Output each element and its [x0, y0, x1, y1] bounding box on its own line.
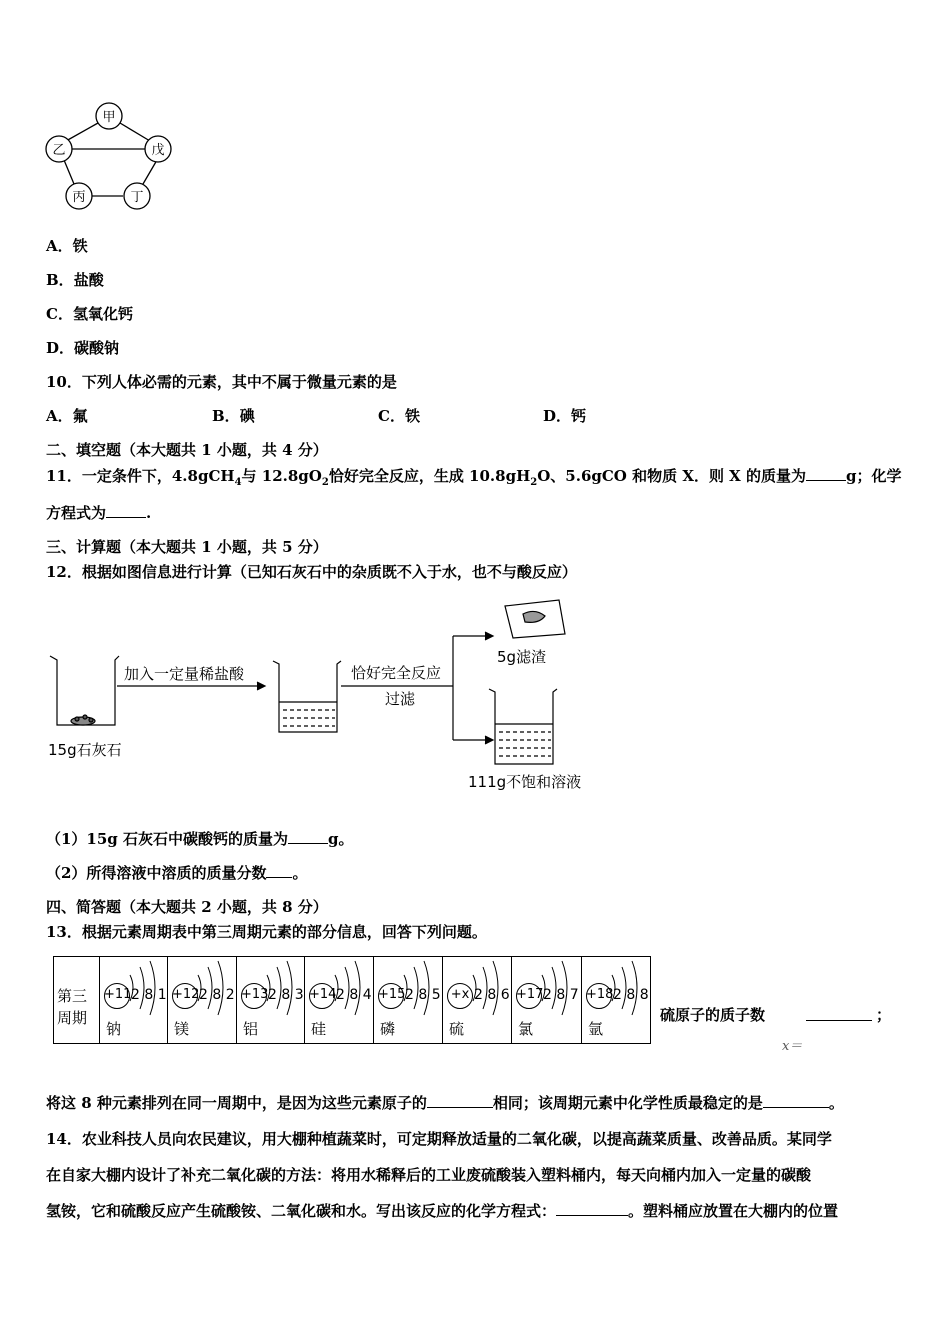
q10-option-b: B．碘: [212, 407, 255, 425]
element-cell: [167, 957, 236, 1043]
pentagon-label: 戊: [151, 143, 165, 158]
nucleus-charge: +15: [378, 987, 406, 1002]
nucleus-charge: +12: [172, 987, 200, 1002]
label-filter: 过滤: [385, 690, 416, 708]
q13-x-eq: x＝: [782, 1039, 803, 1054]
q13-line-2: 将这 8 种元素排列在同一周期中，是因为这些元素原子的 相同；该周期元素中化学性质最稳定的是 。: [46, 1094, 844, 1112]
nucleus-charge: +18: [586, 987, 614, 1002]
element-cell: [373, 957, 442, 1043]
section-4-title: 四、简答题（本大题共 2 小题，共 8 分）: [46, 898, 328, 916]
nucleus-charge: +11: [104, 987, 132, 1002]
shell-electrons: 2 8 1: [131, 987, 167, 1003]
shell-electrons: 2 8 8: [613, 987, 649, 1003]
element-cell: [99, 957, 167, 1043]
q13-stem: 13．根据元素周期表中第三周期元素的部分信息，回答下列问题。: [46, 923, 487, 941]
q13-blank-stable[interactable]: [763, 1093, 829, 1108]
pentagon-diagram: [40, 98, 190, 214]
element-name: 硅: [311, 1020, 327, 1038]
element-cell: [581, 957, 651, 1043]
period-3-table: [53, 956, 651, 1044]
element-name: 铝: [243, 1020, 259, 1038]
q12-blank-caco3[interactable]: [288, 829, 328, 844]
label-residue: 5g滤渣: [497, 648, 547, 666]
shell-electrons: 2 8 5: [405, 987, 441, 1003]
shell-electrons: 2 8 7: [543, 987, 579, 1003]
pentagon-label: 乙: [52, 143, 66, 158]
q13-blank-proton[interactable]: [806, 1006, 872, 1021]
element-name: 镁: [174, 1020, 190, 1038]
element-name: 氯: [518, 1020, 534, 1038]
shell-electrons: 2 8 6: [474, 987, 510, 1003]
shell-electrons: 2 8 2: [199, 987, 235, 1003]
q14-line-3: 氢铵，它和硫酸反应产生硫酸铵、二氧化碳和水。写出该反应的化学方程式： 。塑料桶应放置在大棚内的位置: [46, 1202, 839, 1220]
element-cell: [304, 957, 373, 1043]
section-3-title: 三、计算题（本大题共 1 小题，共 5 分）: [46, 538, 328, 556]
pentagon-label: 甲: [102, 110, 116, 125]
element-name: 氩: [588, 1020, 604, 1038]
q12-diagram: [45, 592, 605, 797]
q9-option-a: A．铁: [46, 237, 88, 255]
nucleus-charge: +x: [450, 987, 470, 1002]
q11-line-1: 11．一定条件下，4.8gCH$_4$与 $12.8gO_2$恰好完全反应，生成 $10.8gH_2O$、5.6gCO 和物质 X．则 X 的质量为 g；化学: [46, 467, 902, 488]
label-add-acid: 加入一定量稀盐酸: [124, 665, 245, 683]
q10-option-c: C．铁: [378, 407, 420, 425]
q9-option-c: C．氢氧化钙: [46, 305, 133, 323]
pentagon-label: 丁: [130, 190, 144, 205]
q12-sub-2: （2）所得溶液中溶质的质量分数 。: [46, 864, 308, 882]
q11-blank-equation[interactable]: [106, 503, 146, 518]
q9-option-b: B．盐酸: [46, 271, 104, 289]
element-name: 磷: [380, 1020, 396, 1038]
q10-option-a: A．氟: [46, 407, 88, 425]
q11-line-2: 方程式为 .: [46, 504, 152, 522]
q10-stem: 10．下列人体必需的元素，其中不属于微量元素的是: [46, 373, 397, 391]
q9-option-d: D．碳酸钠: [46, 339, 120, 357]
element-cell: [236, 957, 304, 1043]
element-cell: [511, 957, 581, 1043]
q13-side-end: ；: [876, 1006, 892, 1024]
q13-blank-shells[interactable]: [427, 1093, 493, 1108]
element-name: 钠: [106, 1020, 122, 1038]
q11-blank-mass[interactable]: [806, 466, 846, 481]
limestone-pile: [71, 715, 95, 725]
q12-sub-1: （1）15g 石灰石中碳酸钙的质量为 g。: [46, 830, 354, 848]
element-cell: [442, 957, 511, 1043]
q10-option-d: D．钙: [543, 407, 587, 425]
q12-stem: 12．根据如图信息进行计算（已知石灰石中的杂质既不入于水，也不与酸反应）: [46, 563, 577, 581]
element-name: 硫: [449, 1020, 465, 1038]
label-solution: 111g不饱和溶液: [468, 773, 582, 791]
period-label: 第三 周期: [57, 987, 88, 1027]
section-2-title: 二、填空题（本大题共 1 小题，共 4 分）: [46, 441, 328, 459]
q14-line-2: 在自家大棚内设计了补充二氧化碳的方法：将用水稀释后的工业废硫酸装入塑料桶内，每天向桶内加入一定量的碳酸: [46, 1166, 812, 1184]
shell-electrons: 2 8 4: [336, 987, 372, 1003]
nucleus-charge: +17: [516, 987, 544, 1002]
pentagon-label: 丙: [72, 190, 86, 205]
shell-electrons: 2 8 3: [268, 987, 304, 1003]
q13-sulfur-proton: 硫原子的质子数: [660, 1006, 766, 1024]
label-react: 恰好完全反应: [351, 664, 442, 682]
q14-blank-equation[interactable]: [556, 1201, 628, 1216]
filter-paper-residue: [505, 600, 565, 638]
label-limestone: 15g石灰石: [48, 741, 122, 759]
nucleus-charge: +13: [241, 987, 269, 1002]
q12-blank-fraction[interactable]: [266, 863, 292, 878]
nucleus-charge: +14: [309, 987, 337, 1002]
q14-line-1: 14．农业科技人员向农民建议，用大棚种植蔬菜时，可定期释放适量的二氧化碳，以提高蔬菜质量、改善品质。某同学: [46, 1130, 832, 1148]
